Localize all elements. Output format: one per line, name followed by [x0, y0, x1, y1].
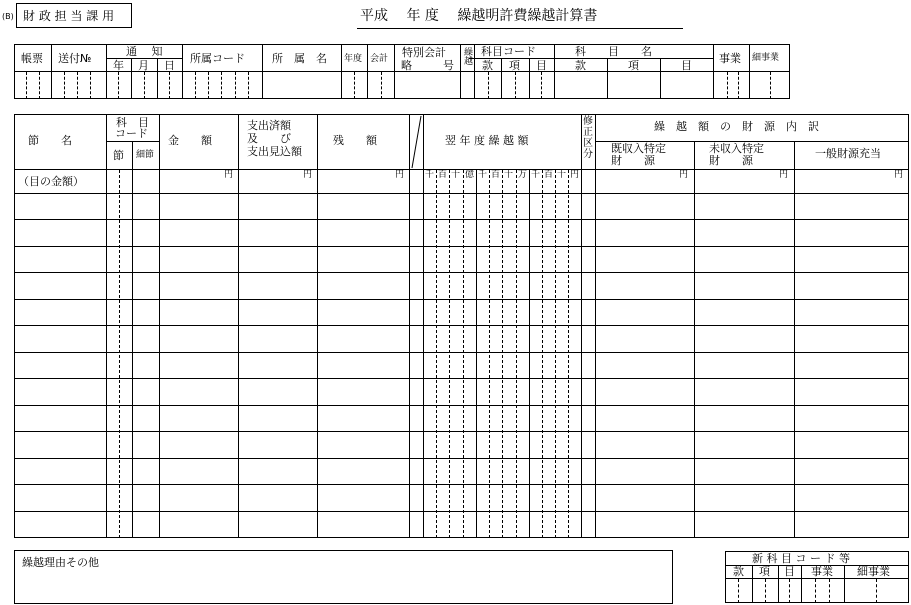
- digit-label: 万: [518, 170, 528, 180]
- unreceived-line2: 財 源: [709, 154, 753, 167]
- amount-header: 金 額: [168, 134, 212, 147]
- header-slash: [409, 114, 424, 170]
- new-moku-header: 目: [784, 565, 795, 578]
- kou-header: 項: [509, 59, 520, 72]
- yen-balance: 円: [395, 170, 405, 180]
- fiscal-year-header: 年度: [344, 54, 363, 64]
- new-sub-project-header: 細事業: [857, 565, 890, 578]
- day-header: 日: [164, 59, 175, 72]
- carry-header: 繰越: [462, 47, 472, 65]
- account-header: 会計: [370, 54, 389, 64]
- project-header: 事業: [719, 52, 741, 65]
- breakdown-header: 繰 越 額 の 財 源 内 訳: [654, 120, 819, 133]
- moku-header: 目: [536, 59, 547, 72]
- month-header: 月: [138, 59, 149, 72]
- digit-label: 百: [491, 170, 501, 180]
- abbr-header: 略: [401, 59, 412, 72]
- digit-label: 百: [438, 170, 448, 180]
- yen-amount: 円: [224, 170, 234, 180]
- kou2-header: 項: [628, 59, 639, 72]
- revision-line2: 正: [583, 127, 593, 138]
- new-code-header: 新 科 目 コ ー ド 等: [752, 552, 850, 565]
- send-no-header: 送付№: [58, 52, 92, 65]
- subject-header: 科 目 名: [575, 45, 652, 58]
- new-kan-header: 款: [733, 565, 744, 578]
- digit-label: 億: [465, 170, 475, 180]
- digit-label: 円: [570, 170, 580, 180]
- dept-box: [16, 3, 132, 28]
- yen-general: 円: [894, 170, 904, 180]
- digit-label: 十: [557, 170, 567, 180]
- revision-line1: 修: [583, 116, 593, 127]
- kan-header: 款: [482, 59, 493, 72]
- dept-name-header: 所 属 名: [272, 52, 327, 65]
- revision-line3: 区: [583, 138, 593, 149]
- number-header: 号: [443, 59, 454, 72]
- unreceived-line1: 未収入特定: [709, 142, 764, 155]
- received-line1: 既収入特定: [611, 142, 666, 155]
- sub-project-header: 細事業: [752, 53, 780, 63]
- yen-received: 円: [679, 170, 689, 180]
- balance-header: 残 額: [333, 134, 377, 147]
- new-kou-header: 項: [759, 565, 770, 578]
- dept-code-header: 所属コード: [190, 52, 245, 65]
- digit-label: 十: [504, 170, 514, 180]
- paid-line2: 及 び: [247, 132, 291, 145]
- notice-header: 通 知: [126, 45, 163, 58]
- reason-box: [14, 550, 673, 604]
- reason-label: 繰越理由その他: [22, 556, 99, 569]
- first-row-label: （目の金額）: [18, 175, 84, 188]
- digit-label: 百: [544, 170, 554, 180]
- voucher-header: 帳票: [21, 52, 43, 65]
- digit-label: 千: [531, 170, 541, 180]
- paid-line3: 支出見込額: [247, 145, 302, 158]
- setsu-col-header: 節: [113, 149, 124, 162]
- next-year-header: 翌 年 度 繰 越 額: [445, 134, 529, 147]
- form-mark: (B): [2, 12, 14, 21]
- yen-paid: 円: [303, 170, 313, 180]
- digit-label: 千: [425, 170, 435, 180]
- page-title: 平成 年 度 繰越明許費繰越計算書: [360, 8, 598, 24]
- revision-line4: 分: [583, 149, 593, 160]
- received-line2: 財 源: [611, 154, 655, 167]
- subject-code-line1: 科 目: [116, 116, 149, 129]
- detail-col-header: 細節: [136, 150, 155, 160]
- paid-line1: 支出済額: [247, 119, 291, 132]
- kan2-header: 款: [575, 59, 586, 72]
- yen-unreceived: 円: [779, 170, 789, 180]
- special-account-header: 特別会計: [402, 46, 446, 59]
- dept-label: 財 政 担 当 課 用: [23, 9, 115, 23]
- digit-label: 十: [451, 170, 461, 180]
- main-table: [14, 114, 909, 538]
- moku2-header: 目: [681, 59, 692, 72]
- subject-code-header: 科目コード: [481, 45, 536, 58]
- year-header: 年: [113, 59, 124, 72]
- title-underline: [357, 28, 683, 29]
- digit-label: 千: [478, 170, 488, 180]
- new-project-header: 事業: [811, 565, 833, 578]
- general-header: 一般財源充当: [815, 147, 881, 160]
- subject-code-line2: コード: [115, 127, 148, 140]
- setsu-header: 節 名: [28, 134, 72, 147]
